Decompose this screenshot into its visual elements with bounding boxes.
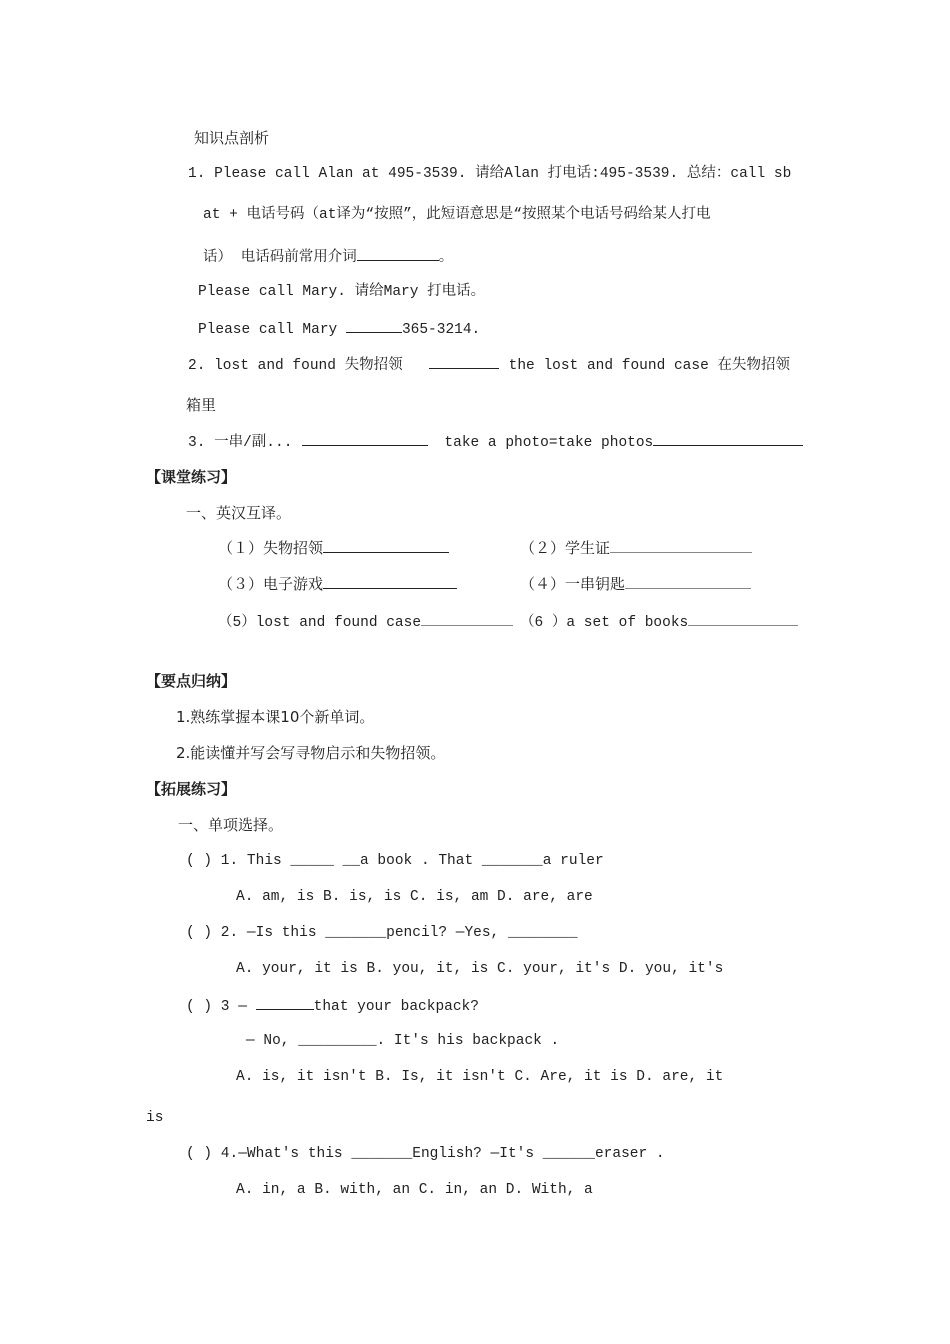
section-heading-extension: 【拓展练习】: [146, 780, 237, 798]
fill-blank[interactable]: [688, 611, 798, 626]
question-1: ( ) 1. This _____ __a book . That _______a ruler: [186, 853, 604, 869]
fill-blank[interactable]: [323, 574, 457, 589]
point-1-line-3: [203, 246, 453, 268]
fill-blank[interactable]: [357, 246, 439, 261]
point-1-line-3-text: 话） 电话码前常用介词: [203, 250, 357, 266]
fill-blank[interactable]: [256, 995, 314, 1010]
point-1-line-2: at + 电话号码（at译为“按照”，此短语意思是“按照某个电话号码给某人打电: [203, 207, 711, 223]
section-heading-classroom: 【课堂练习】: [146, 468, 237, 486]
question-3-options: A. is, it isn't B. Is, it isn't C. Are, it is D. are, it: [236, 1069, 724, 1085]
fill-blank[interactable]: [429, 354, 499, 369]
classroom-item-2: [520, 538, 752, 558]
question-2-options: A. your, it is B. you, it, is C. your, it's D. you, it's: [236, 961, 724, 977]
classroom-item-3: [218, 574, 457, 594]
point-2-wrap: 箱里: [186, 396, 217, 414]
section-title-knowledge: 知识点剖析: [194, 129, 270, 147]
point-3: [188, 431, 803, 453]
item-label: （１）失物招领: [218, 539, 324, 557]
question-4: ( ) 4.—What's this _______English? —It's ______eraser .: [186, 1146, 665, 1162]
item-label: （6 ）a set of books: [520, 615, 689, 631]
point-1-line-1: 1. Please call Alan at 495-3539. 请给Alan 打电话:495-3539. 总结：call sb: [188, 166, 792, 182]
fill-blank[interactable]: [653, 431, 803, 446]
fill-blank[interactable]: [302, 431, 428, 446]
question-3: [186, 995, 479, 1017]
question-3-options-wrap: is: [146, 1110, 164, 1126]
fill-blank[interactable]: [323, 538, 449, 553]
classroom-subheading: 一、英汉互译。: [186, 504, 292, 522]
item-label: （5）lost and found case: [218, 615, 422, 631]
classroom-item-1: [218, 538, 449, 558]
question-3-end: that your backpack?: [313, 999, 479, 1015]
item-label: （４）一串钥匙: [520, 575, 626, 593]
question-2: ( ) 2. —Is this _______pencil? —Yes, ________: [186, 925, 578, 941]
example-1: Please call Mary. 请给Mary 打电话。: [198, 284, 486, 300]
summary-item-1: 1.熟练掌握本课10个新单词。: [176, 708, 375, 726]
fill-blank[interactable]: [610, 538, 752, 553]
section-heading-summary: 【要点归纳】: [146, 672, 237, 690]
classroom-item-4: [520, 574, 751, 594]
point-2-start: 2. lost and found 失物招领: [188, 358, 403, 374]
summary-item-2: 2.能读懂并写会写寻物启示和失物招领。: [176, 744, 446, 762]
question-4-options: A. in, a B. with, an C. in, an D. With, a: [236, 1182, 593, 1198]
point-3-start: 3. 一串/副...: [188, 435, 293, 451]
item-label: （３）电子游戏: [218, 575, 324, 593]
question-3-answer: — No, _________. It's his backpack .: [246, 1033, 560, 1049]
point-3-end: take a photo=take photos: [444, 435, 654, 451]
fill-blank[interactable]: [625, 574, 751, 589]
question-3-start: ( ) 3 —: [186, 999, 256, 1015]
example-2-end: 365-3214.: [401, 322, 481, 338]
classroom-item-5: [218, 611, 513, 633]
point-2-end: the lost and found case 在失物招领: [508, 358, 790, 374]
example-2: [198, 318, 480, 340]
fill-blank[interactable]: [346, 318, 402, 333]
extension-subheading: 一、单项选择。: [178, 816, 284, 834]
example-2-start: Please call Mary: [198, 322, 346, 338]
item-label: （２）学生证: [520, 539, 611, 557]
point-2: [188, 354, 790, 376]
classroom-item-6: [520, 611, 798, 633]
question-1-options: A. am, is B. is, is C. is, am D. are, are: [236, 889, 593, 905]
fill-blank[interactable]: [421, 611, 513, 626]
point-1-line-3-end: 。: [438, 250, 454, 266]
